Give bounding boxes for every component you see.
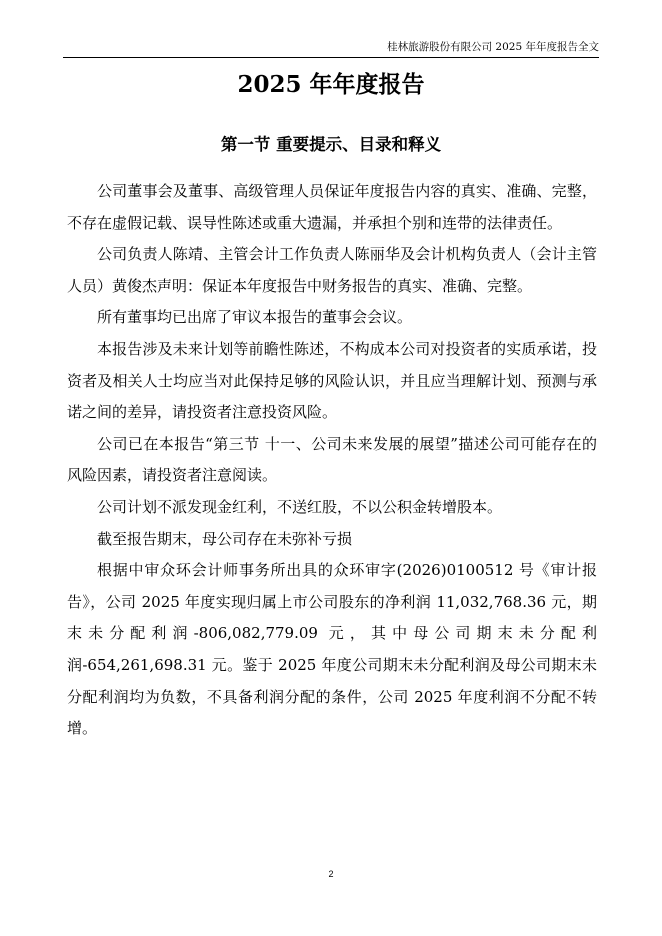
running-header: 桂林旅游股份有限公司 2025 年年度报告全文 (387, 41, 599, 53)
paragraph-audit-profit: 根据中审众环会计师事务所出具的众环审字(2026)0100512 号《审计报告》，公司 2025 年度实现归属上市公司股东的净利润 11,032,768.36 元，期末未分配利润-806,082,779.09 元，其中母公司期末未分配利润-654,261,698.31 元。鉴于 2025 年度公司期末未分配利润及母公司期末未分配利润均为负数，不具备利润分配的条件，公司 2025 年度利润不分配不转增。 (67, 561, 597, 738)
paragraph-uncovered-loss: 截至报告期末，母公司存在未弥补亏损 (97, 529, 353, 548)
paragraph-responsible-persons: 公司负责人陈靖、主管会计工作负责人陈丽华及会计机构负责人（会计主管人员）黄俊杰声明：保证本年度报告中财务报告的真实、准确、完整。 (67, 245, 597, 295)
paragraph-risk-factors: 公司已在本报告“第三节 十一、公司未来发展的展望”描述公司可能存在的风险因素，请投资者注意阅读。 (67, 434, 597, 485)
header-divider (63, 57, 599, 58)
section-title: 第一节 重要提示、目录和释义 (220, 135, 442, 154)
paragraph-board-guarantee: 公司董事会及董事、高级管理人员保证年度报告内容的真实、准确、完整，不存在虚假记载、误导性陈述或重大遗漏，并承担个别和连带的法律责任。 (67, 182, 597, 232)
paragraph-board-attendance: 所有董事均已出席了审议本报告的董事会会议。 (97, 308, 413, 327)
paragraph-forward-looking: 本报告涉及未来计划等前瞻性陈述，不构成本公司对投资者的实质承诺，投资者及相关人士均应当对此保持足够的风险认识，并且应当理解计划、预测与承诺之间的差异，请投资者注意投资风险。 (67, 339, 597, 422)
document-title: 2025 年年度报告 (237, 71, 425, 98)
body-content (67, 176, 597, 745)
page-number: 2 (328, 869, 334, 879)
paragraph-dividend-plan: 公司计划不派发现金红利，不送红股，不以公积金转增股本。 (97, 497, 503, 516)
